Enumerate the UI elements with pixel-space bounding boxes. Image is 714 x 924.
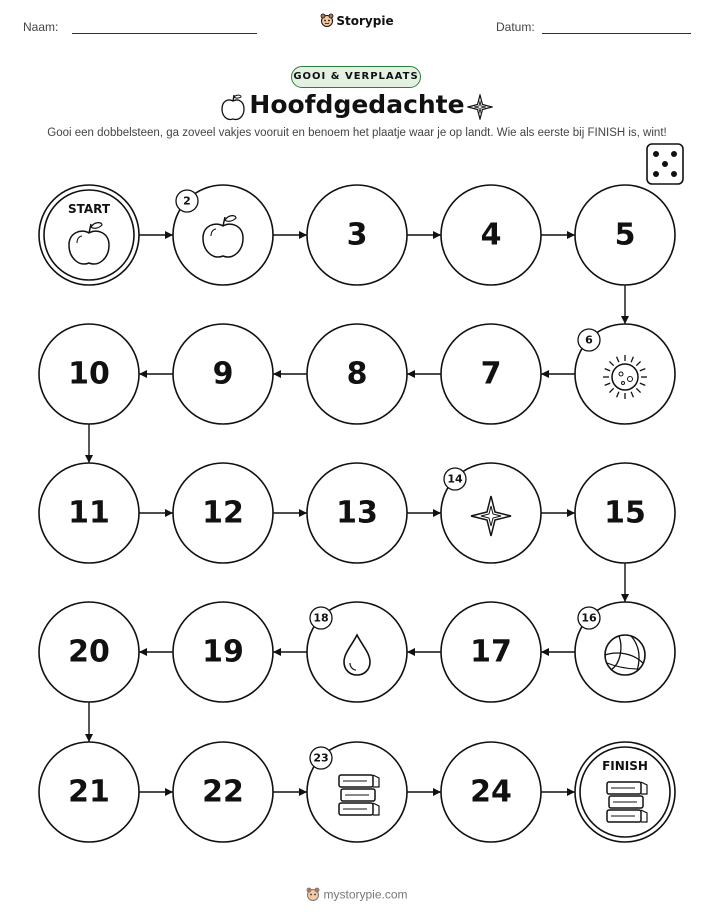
name-label: Naam: [23,20,59,34]
cell-number: 17 [470,634,512,670]
path-arrow [139,788,173,796]
cell-number: 2 [183,194,191,208]
board-cell-7 [441,324,541,424]
storypie-logo-icon [306,887,320,904]
page-title: Hoofdgedachte [249,90,465,119]
path-arrow [85,424,93,463]
path-arrow [541,509,575,517]
board-cell-4 [441,185,541,285]
brand-name: Storypie [336,14,394,28]
path-arrow [273,370,307,378]
cell-number: 8 [346,356,368,392]
cell-number: 22 [202,774,244,810]
cell-number: 14 [447,472,463,486]
path-arrow [541,231,575,239]
board-cell-24 [441,742,541,842]
path-arrow [541,370,575,378]
board-cell-14 [441,463,541,563]
path-arrow [273,231,307,239]
start-label: START [67,202,111,216]
board-cell-12 [173,463,273,563]
cell-number: 5 [614,217,636,253]
cell-number: 13 [336,495,378,531]
date-label: Datum: [496,20,535,34]
cell-number: 19 [202,634,244,670]
path-arrow [273,648,307,656]
board-cell-11 [39,463,139,563]
cell-number: 10 [68,356,110,392]
board-cell-17 [441,602,541,702]
board-cell-9 [173,324,273,424]
board-cell-13 [307,463,407,563]
board-cell-22 [173,742,273,842]
path-arrow [541,648,575,656]
cell-number: 9 [212,356,234,392]
board-cell-20 [39,602,139,702]
path-arrow [407,788,441,796]
cell-number: 4 [480,217,502,253]
cell-number: 3 [346,217,368,253]
board-cell-6 [575,324,675,424]
path-arrow [407,231,441,239]
board-cell-1 [39,185,139,285]
path-arrow [85,702,93,742]
path-arrow [139,370,173,378]
board-cell-25 [575,742,675,842]
board-cell-18 [307,602,407,702]
cell-number: 11 [68,495,110,531]
cell-number: 6 [585,333,593,347]
path-arrow [407,509,441,517]
path-arrow [407,370,441,378]
board-cell-16 [575,602,675,702]
board-cell-21 [39,742,139,842]
cell-number: 18 [313,611,329,625]
cell-number: 16 [581,611,597,625]
volleyball-icon [605,635,645,675]
cell-number: 24 [470,774,512,810]
path-arrow [273,509,307,517]
board-cell-5 [575,185,675,285]
path-arrow [139,648,173,656]
board-cell-15 [575,463,675,563]
path-arrow [621,563,629,602]
board-cell-3 [307,185,407,285]
finish-label: FINISH [602,759,648,773]
path-arrow [407,648,441,656]
cell-number: 7 [480,356,502,392]
book-stack-icon [339,775,379,815]
board-cell-10 [39,324,139,424]
book-stack-icon [607,782,647,822]
footer-site: mystorypie.com [323,887,408,902]
cell-number: 21 [68,774,110,810]
path-arrow [621,285,629,324]
cell-number: 15 [604,495,646,531]
board-cell-19 [173,602,273,702]
instructions-text: Gooi een dobbelsteen, ga zoveel vakjes vooruit en benoem het plaatje waar je op landt. Wie als eerste bij FINISH is, wint! [47,127,667,139]
cell-number: 23 [313,751,329,765]
footer [0,887,714,904]
path-arrow [273,788,307,796]
cell-number: 20 [68,634,110,670]
board-cell-8 [307,324,407,424]
path-arrow [139,231,173,239]
board-cell-23 [307,742,407,842]
activity-badge: GOOI & VERPLAATS [291,66,421,88]
board-cell-2 [173,185,273,285]
path-arrow [139,509,173,517]
path-arrow [541,788,575,796]
cell-number: 12 [202,495,244,531]
